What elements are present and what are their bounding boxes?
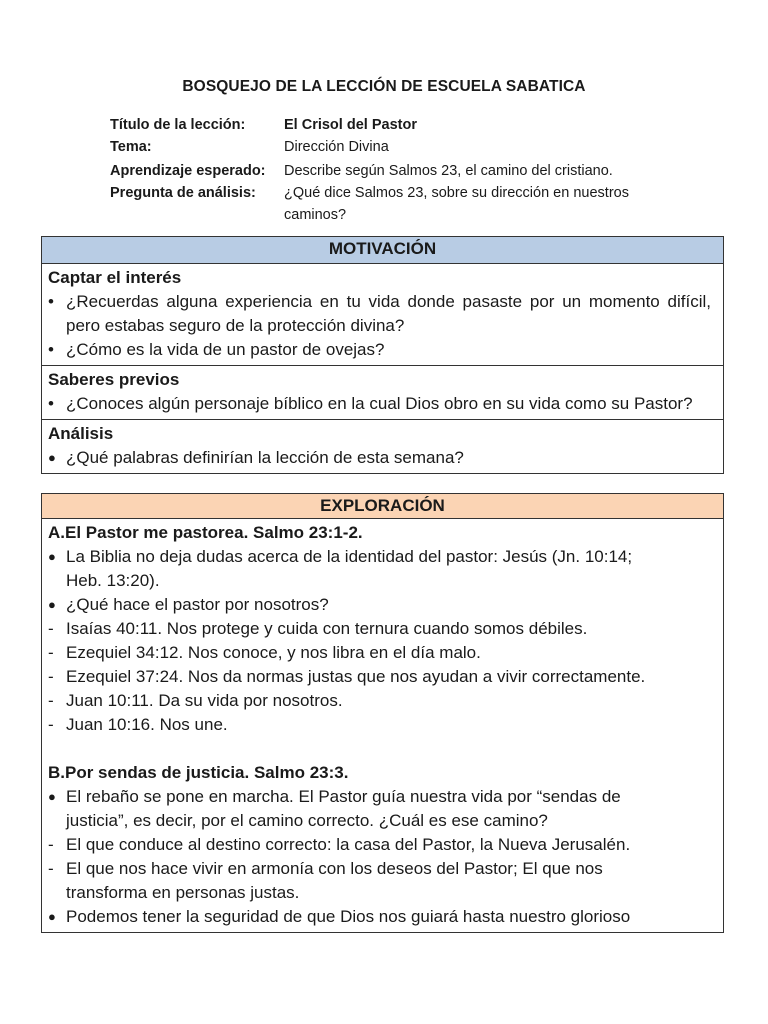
dash-icon: - [48,691,54,710]
motivation-table [41,236,724,474]
text-line: El que nos hace vivir en armonía con los deseos del Pastor; El que nos [66,859,603,878]
list-item [48,905,711,929]
dash-item [48,833,711,857]
bullet-icon: ● [48,789,56,804]
analysis-question-row [110,182,710,226]
exploration-header: EXPLORACIÓN [42,494,724,519]
list-item-text: ¿Qué palabras definirían la lección de esta semana? [66,448,464,467]
expected-learning-label: Aprendizaje esperado: [110,163,266,179]
theme-value: Dirección Divina [284,139,389,155]
text-line: transforma en personas justas. [66,883,300,902]
analysis-question-line: caminos? [284,207,347,223]
list-item-text: ¿Cómo es la vida de un pastor de ovejas? [66,340,385,359]
subsection-b-title: B.Por sendas de justicia. Salmo 23:3. [48,763,349,782]
analysis-question-value [284,182,710,226]
lesson-title-label: Título de la lección: [110,117,246,133]
text-line: Heb. 13:20). [66,571,160,590]
lesson-title-value: El Crisol del Pastor [284,117,417,133]
bullet-icon: • [48,292,54,311]
list-item [48,392,711,416]
list-item-text: Podemos tener la seguridad de que Dios nos guiará hasta nuestro glorioso [66,907,631,926]
analysis-question-line: ¿Qué dice Salmos 23, sobre su dirección en nuestros [284,185,629,201]
spacer [48,737,711,761]
dash-item [48,857,711,905]
dash-item [48,689,711,713]
dash-item-text: El que conduce al destino correcto: la casa del Pastor, la Nueva Jerusalén. [66,835,631,854]
dash-item-text: Juan 10:11. Da su vida por nosotros. [66,691,343,710]
section-title: Captar el interés [48,268,182,287]
motivation-header: MOTIVACIÓN [42,237,724,264]
list-item [48,338,711,362]
expected-learning-row [110,160,710,182]
dash-item-text: Juan 10:16. Nos une. [66,715,228,734]
analysis-question-label: Pregunta de análisis: [110,185,256,201]
list-item [48,593,711,617]
prior-knowledge-section [42,366,724,420]
list-item-text: ¿Conoces algún personaje bíblico en la cual Dios obro en su vida como su Pastor? [66,394,693,413]
analysis-section [42,420,724,474]
dash-icon: - [48,619,54,638]
exploration-table [41,493,724,933]
dash-icon: - [48,835,54,854]
bullet-icon: • [48,394,54,413]
dash-item-text [66,857,711,905]
bullet-icon: ● [48,549,56,564]
dash-item [48,617,711,641]
dash-item [48,713,711,737]
list-item-text: ¿Recuerdas alguna experiencia en tu vida donde pasaste por un momento difícil, pero estabas seguro de la protección divina? [66,292,711,335]
text-line: La Biblia no deja dudas acerca de la identidad del pastor: Jesús (Jn. 10:14; [66,547,633,566]
dash-icon: - [48,643,54,662]
subsection-a-title: A.El Pastor me pastorea. Salmo 23:1-2. [48,523,363,542]
page-title: BOSQUEJO DE LA LECCIÓN DE ESCUELA SABATICA [182,78,586,95]
section-title: Saberes previos [48,370,180,389]
bullet-icon: ● [48,450,56,465]
text-line: El rebaño se pone en marcha. El Pastor guía nuestra vida por “sendas de [66,787,621,806]
dash-icon: - [48,715,54,734]
theme-label: Tema: [110,139,152,155]
list-item-text [66,785,711,833]
dash-item-text: Ezequiel 37:24. Nos da normas justas que nos ayudan a vivir correctamente. [66,667,646,686]
lesson-info [110,116,710,226]
bullet-icon: ● [48,909,56,924]
list-item [48,446,711,470]
theme-row [110,138,710,156]
bullet-icon: ● [48,597,56,612]
list-item-text: ¿Qué hace el pastor por nosotros? [66,595,329,614]
list-item-text [66,545,711,593]
dash-item [48,641,711,665]
bullet-icon: • [48,340,54,359]
section-title: Análisis [48,424,114,443]
text-line: justicia”, es decir, por el camino correcto. ¿Cuál es ese camino? [66,811,548,830]
dash-item-text: Ezequiel 34:12. Nos conoce, y nos libra en el día malo. [66,643,481,662]
capture-interest-section [42,264,724,366]
dash-item [48,665,711,689]
dash-icon: - [48,667,54,686]
expected-learning-value: Describe según Salmos 23, el camino del cristiano. [284,163,613,179]
lesson-title-row [110,116,710,134]
exploration-body [42,519,724,933]
dash-icon: - [48,859,54,878]
list-item [48,785,711,833]
list-item [48,545,711,593]
dash-item-text: Isaías 40:11. Nos protege y cuida con ternura cuando somos débiles. [66,619,588,638]
list-item [48,290,711,338]
